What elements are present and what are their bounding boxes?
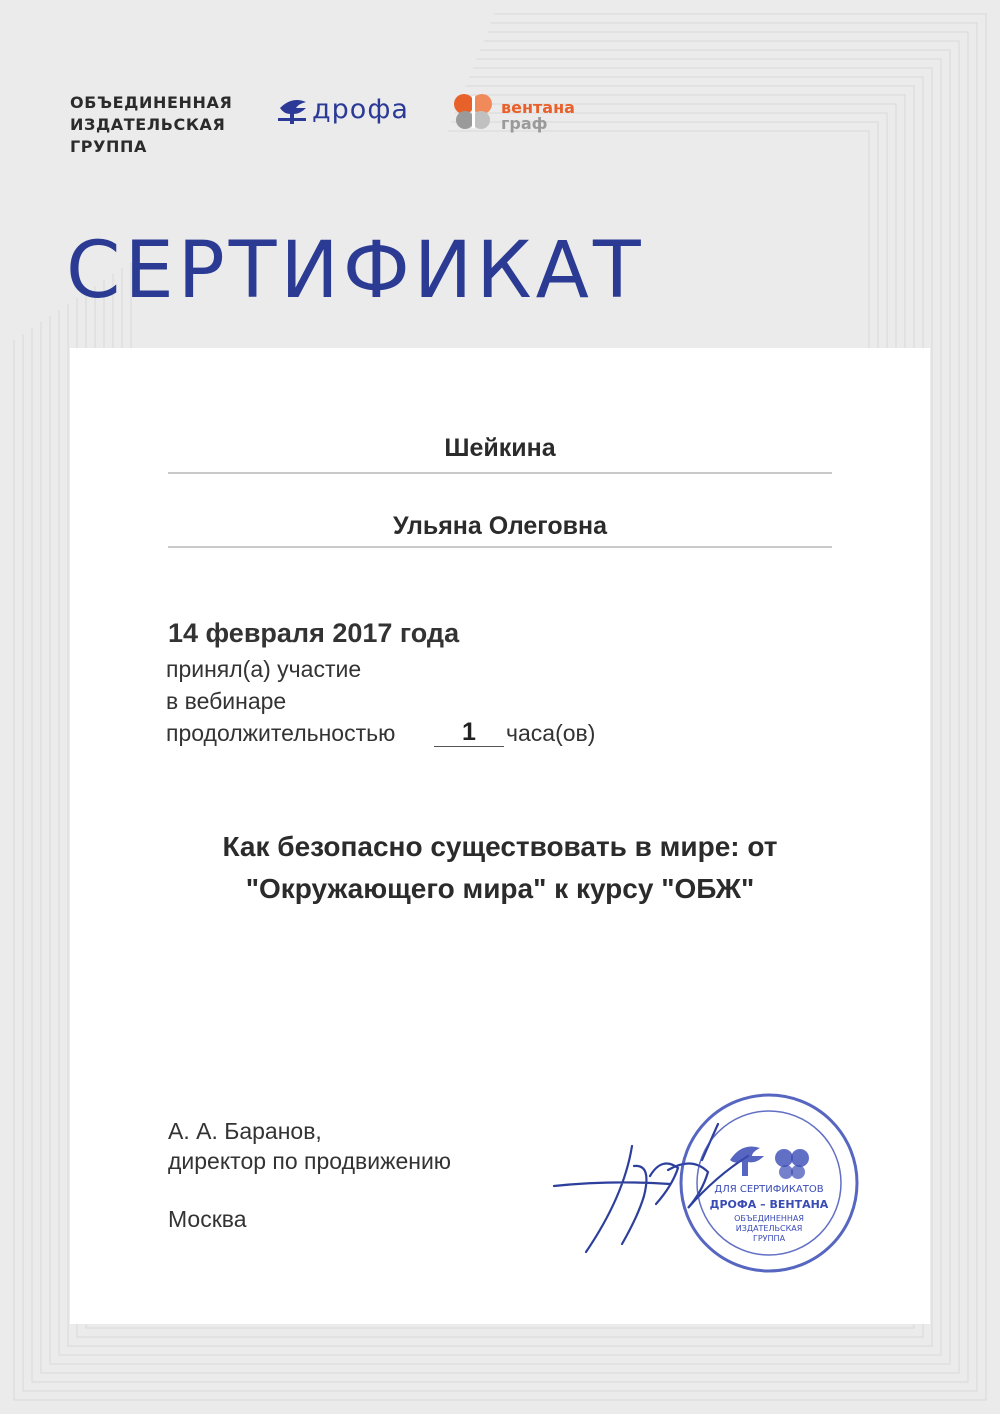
publisher-name: [70, 92, 232, 158]
stamp-text-1: ДЛЯ СЕРТИФИКАТОВ: [714, 1184, 824, 1195]
participant-surname: Шейкина: [444, 434, 556, 462]
signer-name: А. А. Баранов,: [168, 1118, 322, 1144]
drofa-logo-text: дрофа: [312, 94, 409, 125]
given-name-underline: [168, 546, 832, 548]
surname-underline: [168, 472, 832, 474]
hours-underline: [434, 746, 504, 747]
graf-logo-text: граф: [501, 114, 548, 133]
stamp-text-5: ГРУППА: [752, 1234, 786, 1243]
duration-unit: часа(ов): [506, 720, 596, 746]
certificate-title: СЕРТИФИКАТ: [66, 226, 645, 316]
duration-hours: 1: [462, 718, 476, 746]
event-date: 14 февраля 2017 года: [168, 618, 460, 648]
city: Москва: [168, 1206, 247, 1232]
company-stamp: [676, 1090, 862, 1276]
drofa-logo: [276, 92, 416, 132]
stamp-text-3: ОБЪЕДИНЕННАЯ: [734, 1214, 804, 1223]
drofa-bird-icon: [276, 94, 312, 130]
participation-text: принял(а) участие: [166, 656, 362, 682]
signer-position: директор по продвижению: [168, 1148, 452, 1174]
ventana-butterfly-icon: [452, 92, 496, 132]
certificate-body: [70, 348, 930, 1324]
webinar-title: [130, 826, 870, 910]
webinar-title-line: "Окружающего мира" к курсу "ОБЖ": [245, 873, 755, 904]
webinar-title-line: Как безопасно существовать в мире: от: [222, 831, 778, 862]
webinar-text: в вебинаре: [166, 688, 287, 714]
stamp-text-2: ДРОФА – ВЕНТАНА: [709, 1198, 829, 1211]
publisher-name-line: ГРУППА: [70, 137, 148, 156]
ventana-logo-text: вентана: [501, 98, 575, 117]
ventana-logo: [452, 92, 592, 134]
publisher-name-line: ОБЪЕДИНЕННАЯ: [70, 93, 233, 112]
publisher-name-line: ИЗДАТЕЛЬСКАЯ: [70, 115, 226, 134]
duration-label: продолжительностью: [166, 720, 396, 746]
stamp-text-4: ИЗДАТЕЛЬСКАЯ: [735, 1224, 803, 1233]
participant-given-name: Ульяна Олеговна: [392, 512, 608, 540]
